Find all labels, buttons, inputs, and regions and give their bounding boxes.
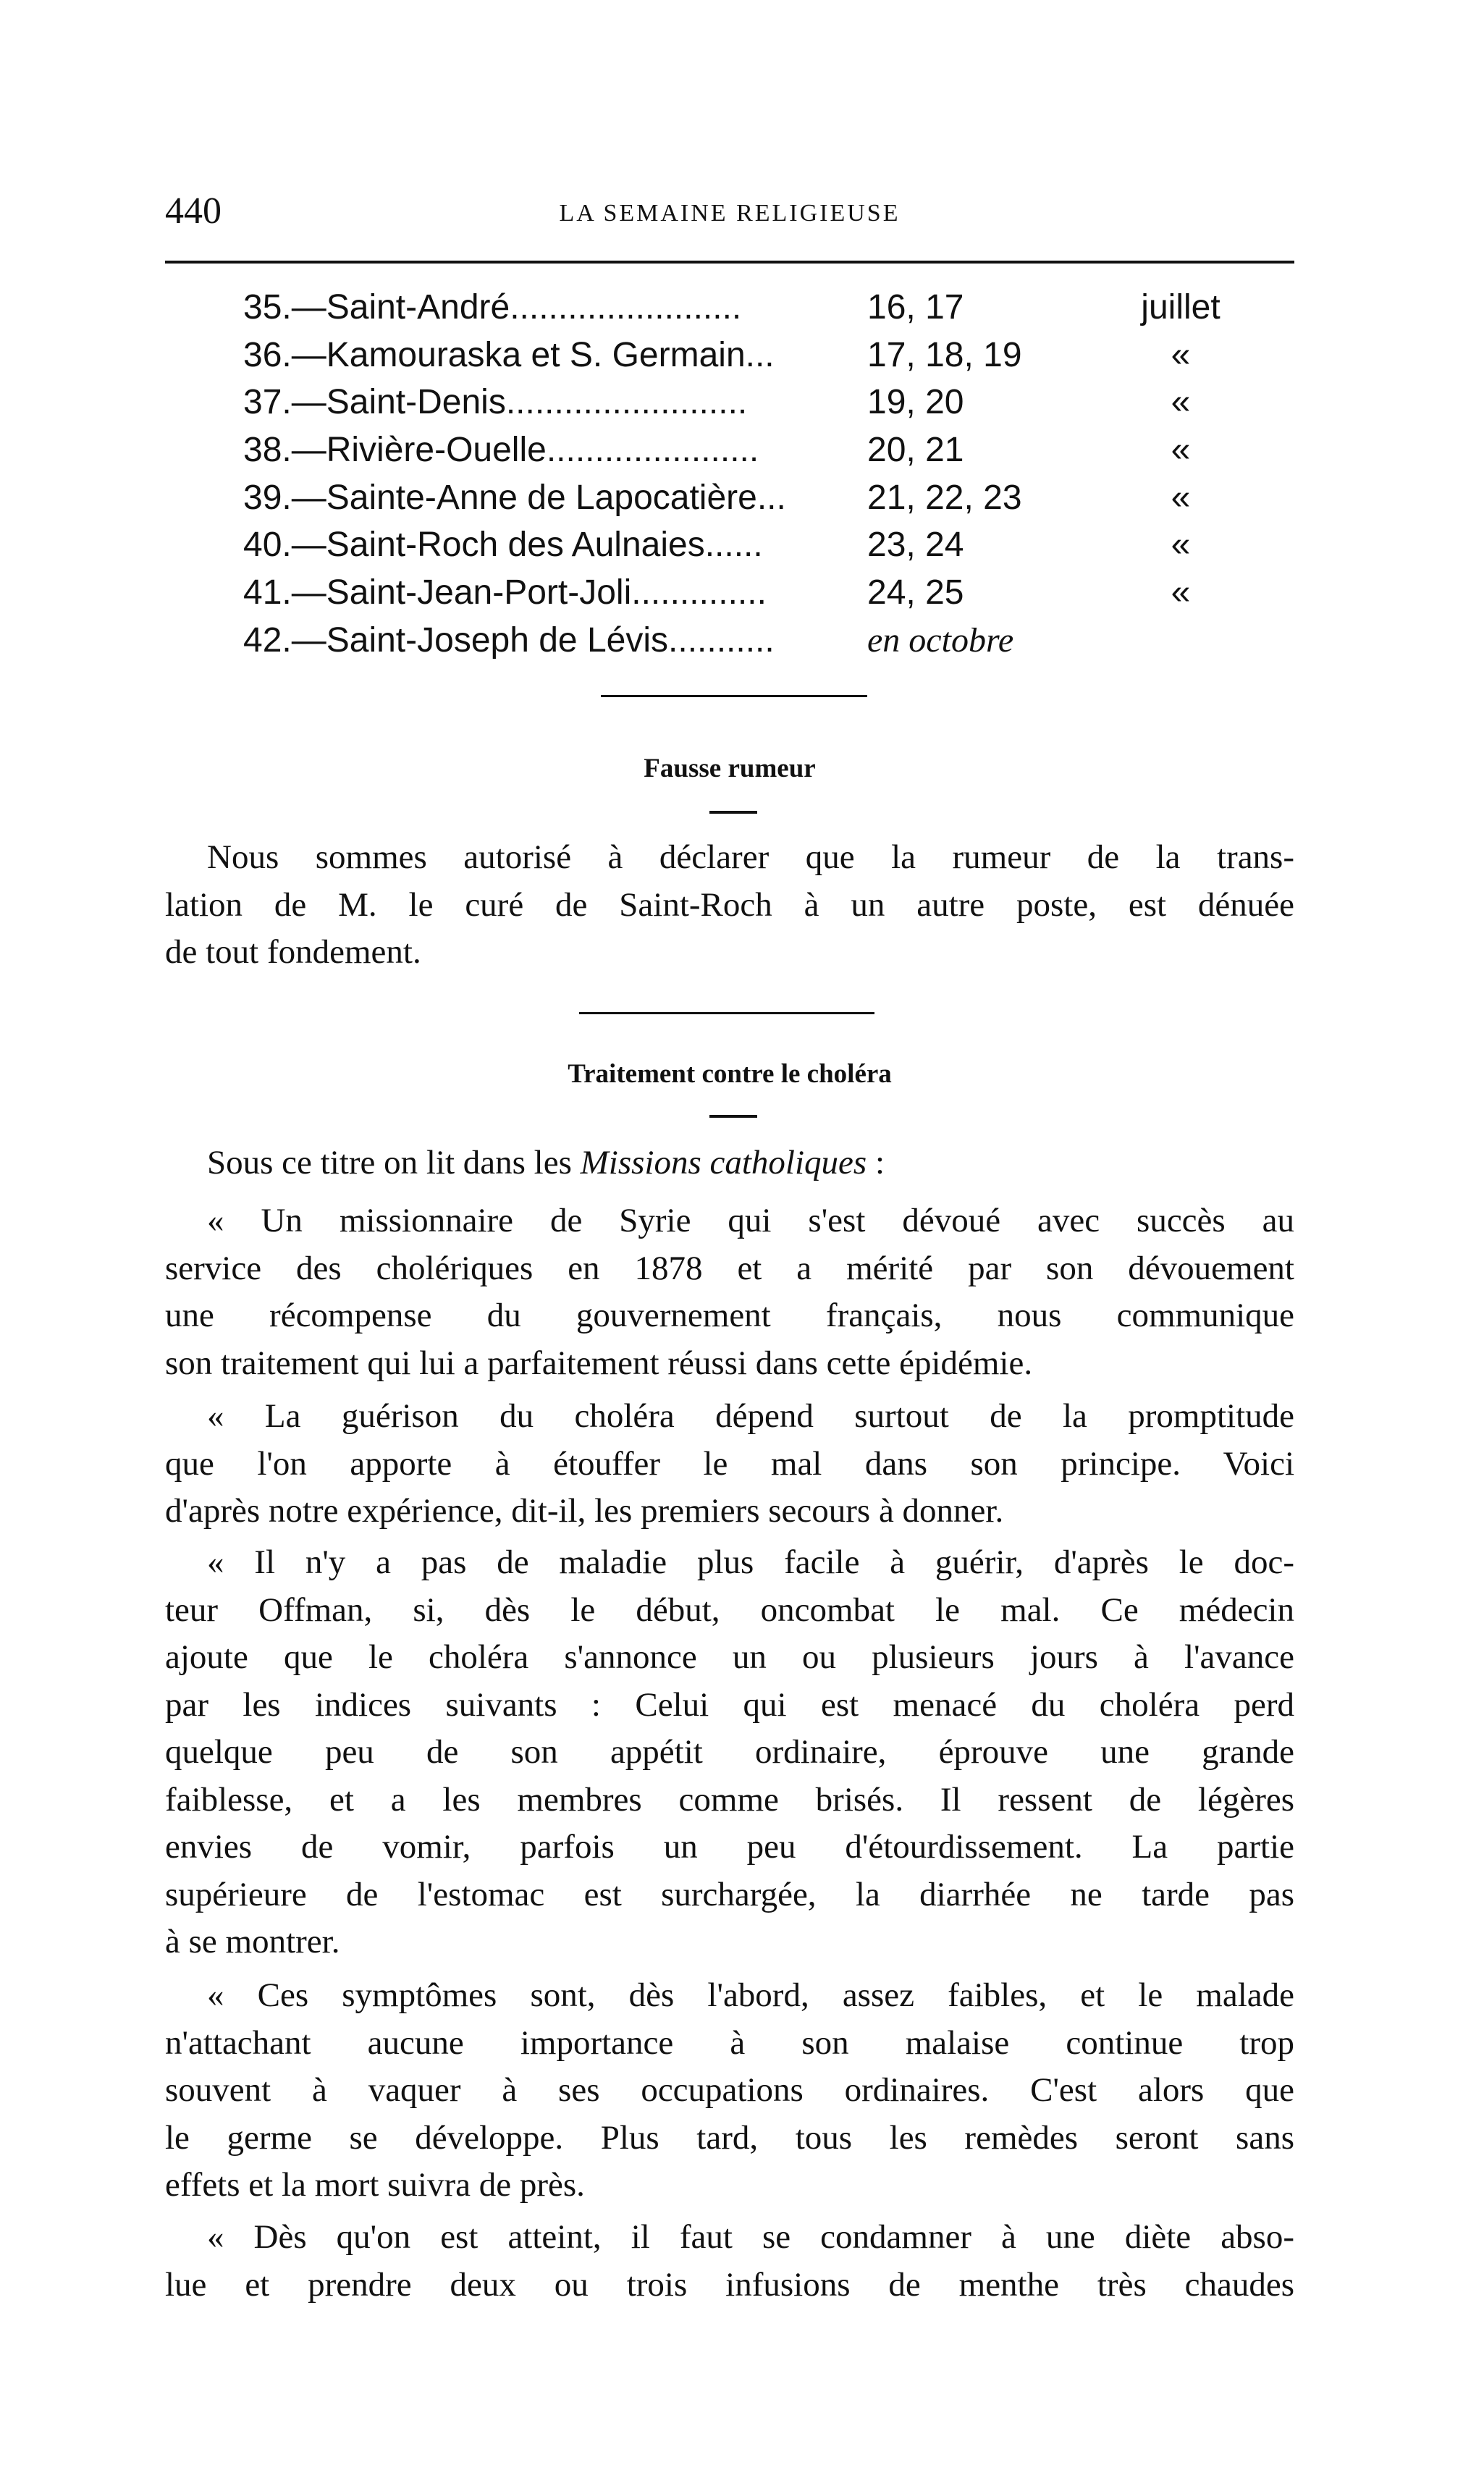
- schedule-place: 37.—Saint-Denis.........................: [243, 383, 748, 422]
- text-line: supérieure de l'estomac est surchargée, la diarrhée ne tarde pas: [165, 1875, 1294, 1913]
- schedule-dates: 19, 20: [867, 383, 964, 422]
- paragraph-2: [165, 1393, 1294, 1535]
- text-line: que l'on apporte à étouffer le mal dans son principe. Voici: [165, 1444, 1294, 1483]
- text-line: « Dès qu'on est atteint, il faut se condamner à une diète abso-: [207, 2218, 1294, 2256]
- schedule-row: [243, 284, 1271, 332]
- schedule-month: «: [1171, 478, 1191, 517]
- intro-text: Sous ce titre on lit dans les: [207, 1144, 581, 1181]
- schedule-place: 36.—Kamouraska et S. Germain...: [243, 335, 775, 374]
- text-line: « La guérison du choléra dépend surtout de la promptitude: [207, 1397, 1294, 1435]
- text-line: ajoute que le choléra s'annonce un ou plusieurs jours à l'avance: [165, 1638, 1294, 1676]
- text-line: envies de vomir, parfois un peu d'étourdissement. La partie: [165, 1828, 1294, 1866]
- text-line: le germe se développe. Plus tard, tous les remèdes seront sans: [165, 2118, 1294, 2157]
- text-line: d'après notre expérience, dit-il, les premiers secours à donner.: [165, 1492, 1004, 1530]
- header-rule: [165, 261, 1294, 264]
- paragraph-5: [165, 2214, 1294, 2309]
- schedule-dates: en octobre: [867, 620, 1014, 660]
- schedule-month: «: [1171, 431, 1191, 470]
- text-line: [165, 1139, 1294, 1187]
- schedule-dates: 16, 17: [867, 288, 964, 326]
- schedule-dates: 23, 24: [867, 526, 964, 565]
- text-line: teur Offman, si, dès le début, oncombat le mal. Ce médecin: [165, 1591, 1294, 1629]
- intro-paragraph: [165, 1139, 1294, 1187]
- text-line: service des cholériques en 1878 et a mérité par son dévouement: [165, 1249, 1294, 1287]
- text-line: effets et la mort suivra de près.: [165, 2166, 585, 2204]
- section-divider: [579, 1012, 874, 1014]
- running-title: LA SEMAINE RELIGIEUSE: [559, 200, 901, 227]
- title-dash: [709, 1115, 757, 1118]
- text-line: de tout fondement.: [165, 933, 421, 971]
- paragraph-4: [165, 1972, 1294, 2209]
- section-title-fausse-rumeur: Fausse rumeur: [644, 754, 816, 783]
- schedule-month: «: [1171, 526, 1191, 565]
- text-line: à se montrer.: [165, 1923, 340, 1960]
- title-dash: [709, 811, 757, 814]
- schedule-place: 39.—Sainte-Anne de Lapocatière...: [243, 478, 786, 517]
- schedule-place: 40.—Saint-Roch des Aulnaies......: [243, 526, 763, 565]
- schedule-row: [243, 379, 1271, 426]
- schedule-place: 38.—Rivière-Ouelle......................: [243, 431, 759, 470]
- schedule-month: «: [1171, 335, 1191, 374]
- schedule-month: «: [1171, 573, 1191, 612]
- text-line: par les indices suivants : Celui qui est menacé du choléra perd: [165, 1685, 1294, 1724]
- schedule-month: «: [1171, 383, 1191, 422]
- schedule-row: [243, 332, 1271, 379]
- text-line: son traitement qui lui a parfaitement réussi dans cette épidémie.: [165, 1344, 1033, 1382]
- schedule-place: 41.—Saint-Jean-Port-Joli..............: [243, 573, 767, 612]
- text-line: lue et prendre deux ou trois infusions de menthe très chaudes: [165, 2265, 1294, 2304]
- page-number: 440: [165, 190, 222, 232]
- schedule-row: [243, 569, 1271, 617]
- page-header: [165, 190, 1294, 240]
- text-line: « Ces symptômes sont, dès l'abord, assez faibles, et le malade: [207, 1976, 1294, 2014]
- schedule-place: 35.—Saint-André........................: [243, 288, 742, 326]
- text-line: Nous sommes autorisé à déclarer que la rumeur de la trans-: [207, 838, 1294, 876]
- text-line: une récompense du gouvernement français, nous communique: [165, 1297, 1294, 1334]
- schedule-dates: 24, 25: [867, 573, 964, 612]
- section-divider: [601, 695, 867, 697]
- text-line: faiblesse, et a les membres comme brisés. Il ressent de légères: [165, 1780, 1294, 1819]
- text-line: « Il n'y a pas de maladie plus facile à guérir, d'après le doc-: [207, 1543, 1294, 1581]
- parish-schedule: [243, 284, 1271, 665]
- schedule-dates: 21, 22, 23: [867, 478, 1022, 517]
- schedule-dates: 17, 18, 19: [867, 335, 1022, 374]
- schedule-place: 42.—Saint-Joseph de Lévis...........: [243, 620, 775, 660]
- paragraph-3: [165, 1539, 1294, 1966]
- section-title-cholera: Traitement contre le choléra: [568, 1059, 892, 1089]
- text-line: quelque peu de son appétit ordinaire, éprouve une grande: [165, 1733, 1294, 1771]
- schedule-dates: 20, 21: [867, 431, 964, 470]
- paragraph-1: [165, 1197, 1294, 1387]
- schedule-row: [243, 474, 1271, 522]
- schedule-row: [243, 426, 1271, 474]
- schedule-row: [243, 617, 1271, 665]
- text-line: n'attachant aucune importance à son malaise continue trop: [165, 2023, 1294, 2062]
- text-line: souvent à vaquer à ses occupations ordinaires. C'est alors que: [165, 2071, 1294, 2109]
- text-line: lation de M. le curé de Saint-Roch à un autre poste, est dénuée: [165, 885, 1294, 924]
- source-title: Missions catholiques: [580, 1144, 867, 1181]
- schedule-month: juillet: [1141, 288, 1220, 326]
- paragraph-fausse-rumeur: [165, 834, 1294, 977]
- intro-colon: :: [867, 1144, 885, 1181]
- schedule-row: [243, 521, 1271, 569]
- text-line: « Un missionnaire de Syrie qui s'est dévoué avec succès au: [207, 1202, 1294, 1239]
